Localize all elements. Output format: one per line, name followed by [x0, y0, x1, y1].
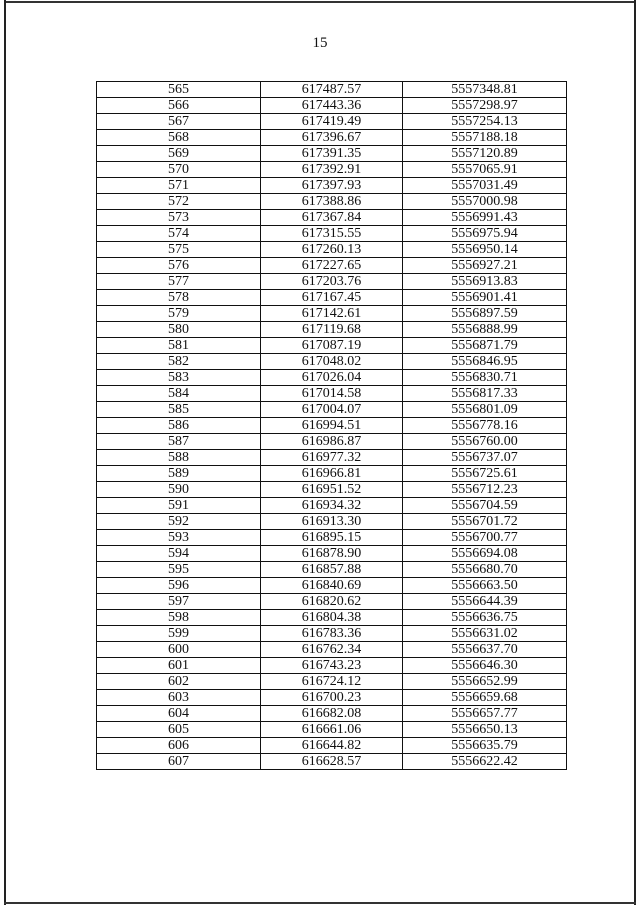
table-row — [97, 690, 567, 706]
table-row — [97, 210, 567, 226]
point-number-cell: 579 — [97, 306, 261, 322]
x-coordinate-cell: 616857.88 — [261, 562, 403, 578]
x-coordinate-cell: 616762.34 — [261, 642, 403, 658]
point-number-cell: 606 — [97, 738, 261, 754]
point-number-cell: 580 — [97, 322, 261, 338]
table-row — [97, 626, 567, 642]
y-coordinate-cell: 5556760.00 — [403, 434, 567, 450]
x-coordinate-cell: 617026.04 — [261, 370, 403, 386]
x-coordinate-cell: 616895.15 — [261, 530, 403, 546]
x-coordinate-cell: 617397.93 — [261, 178, 403, 194]
x-coordinate-cell: 617004.07 — [261, 402, 403, 418]
x-coordinate-cell: 617487.57 — [261, 82, 403, 98]
scan-edge-top — [4, 1, 636, 3]
table-row — [97, 514, 567, 530]
table-row — [97, 674, 567, 690]
table-row — [97, 274, 567, 290]
x-coordinate-cell: 616913.30 — [261, 514, 403, 530]
y-coordinate-cell: 5556644.39 — [403, 594, 567, 610]
point-number-cell: 581 — [97, 338, 261, 354]
y-coordinate-cell: 5556817.33 — [403, 386, 567, 402]
scan-edge-bottom — [4, 902, 636, 904]
x-coordinate-cell: 616804.38 — [261, 610, 403, 626]
point-number-cell: 585 — [97, 402, 261, 418]
table-row — [97, 98, 567, 114]
table-row — [97, 82, 567, 98]
y-coordinate-cell: 5556652.99 — [403, 674, 567, 690]
point-number-cell: 593 — [97, 530, 261, 546]
table-row — [97, 130, 567, 146]
point-number-cell: 598 — [97, 610, 261, 626]
point-number-cell: 582 — [97, 354, 261, 370]
point-number-cell: 568 — [97, 130, 261, 146]
table-row — [97, 466, 567, 482]
y-coordinate-cell: 5556635.79 — [403, 738, 567, 754]
y-coordinate-cell: 5556950.14 — [403, 242, 567, 258]
table-row — [97, 386, 567, 402]
y-coordinate-cell: 5557120.89 — [403, 146, 567, 162]
y-coordinate-cell: 5556712.23 — [403, 482, 567, 498]
x-coordinate-cell: 617203.76 — [261, 274, 403, 290]
y-coordinate-cell: 5557188.18 — [403, 130, 567, 146]
y-coordinate-cell: 5556737.07 — [403, 450, 567, 466]
table-row — [97, 722, 567, 738]
point-number-cell: 589 — [97, 466, 261, 482]
y-coordinate-cell: 5556830.71 — [403, 370, 567, 386]
x-coordinate-cell: 617315.55 — [261, 226, 403, 242]
x-coordinate-cell: 617087.19 — [261, 338, 403, 354]
y-coordinate-cell: 5556680.70 — [403, 562, 567, 578]
point-number-cell: 569 — [97, 146, 261, 162]
x-coordinate-cell: 617367.84 — [261, 210, 403, 226]
point-number-cell: 592 — [97, 514, 261, 530]
x-coordinate-cell: 616934.32 — [261, 498, 403, 514]
point-number-cell: 566 — [97, 98, 261, 114]
point-number-cell: 571 — [97, 178, 261, 194]
page-number: 15 — [312, 35, 328, 51]
table-row — [97, 114, 567, 130]
x-coordinate-cell: 616951.52 — [261, 482, 403, 498]
x-coordinate-cell: 617014.58 — [261, 386, 403, 402]
y-coordinate-cell: 5556725.61 — [403, 466, 567, 482]
point-number-cell: 567 — [97, 114, 261, 130]
y-coordinate-cell: 5556991.43 — [403, 210, 567, 226]
table-row — [97, 194, 567, 210]
y-coordinate-cell: 5556694.08 — [403, 546, 567, 562]
table-row — [97, 594, 567, 610]
table-row — [97, 498, 567, 514]
point-number-cell: 601 — [97, 658, 261, 674]
table-row — [97, 450, 567, 466]
y-coordinate-cell: 5556901.41 — [403, 290, 567, 306]
table-row — [97, 354, 567, 370]
table-row — [97, 338, 567, 354]
point-number-cell: 600 — [97, 642, 261, 658]
point-number-cell: 599 — [97, 626, 261, 642]
table-row — [97, 306, 567, 322]
table-row — [97, 402, 567, 418]
x-coordinate-cell: 616700.23 — [261, 690, 403, 706]
point-number-cell: 588 — [97, 450, 261, 466]
point-number-cell: 603 — [97, 690, 261, 706]
x-coordinate-cell: 617443.36 — [261, 98, 403, 114]
x-coordinate-cell: 616783.36 — [261, 626, 403, 642]
x-coordinate-cell: 616966.81 — [261, 466, 403, 482]
y-coordinate-cell: 5556636.75 — [403, 610, 567, 626]
y-coordinate-cell: 5557065.91 — [403, 162, 567, 178]
y-coordinate-cell: 5556846.95 — [403, 354, 567, 370]
scan-edge-right — [634, 0, 636, 905]
x-coordinate-cell: 617396.67 — [261, 130, 403, 146]
table-row — [97, 546, 567, 562]
y-coordinate-cell: 5556646.30 — [403, 658, 567, 674]
y-coordinate-cell: 5556701.72 — [403, 514, 567, 530]
point-number-cell: 574 — [97, 226, 261, 242]
y-coordinate-cell: 5557031.49 — [403, 178, 567, 194]
x-coordinate-cell: 617388.86 — [261, 194, 403, 210]
x-coordinate-cell: 616878.90 — [261, 546, 403, 562]
table-row — [97, 530, 567, 546]
y-coordinate-cell: 5557254.13 — [403, 114, 567, 130]
x-coordinate-cell: 617119.68 — [261, 322, 403, 338]
point-number-cell: 565 — [97, 82, 261, 98]
table-row — [97, 610, 567, 626]
x-coordinate-cell: 617392.91 — [261, 162, 403, 178]
y-coordinate-cell: 5556622.42 — [403, 754, 567, 770]
x-coordinate-cell: 616840.69 — [261, 578, 403, 594]
y-coordinate-cell: 5556659.68 — [403, 690, 567, 706]
x-coordinate-cell: 616986.87 — [261, 434, 403, 450]
x-coordinate-cell: 617048.02 — [261, 354, 403, 370]
x-coordinate-cell: 617227.65 — [261, 258, 403, 274]
table-row — [97, 482, 567, 498]
point-number-cell: 590 — [97, 482, 261, 498]
y-coordinate-cell: 5556650.13 — [403, 722, 567, 738]
table-row — [97, 290, 567, 306]
point-number-cell: 570 — [97, 162, 261, 178]
y-coordinate-cell: 5556927.21 — [403, 258, 567, 274]
table-row — [97, 226, 567, 242]
point-number-cell: 573 — [97, 210, 261, 226]
table-row — [97, 578, 567, 594]
table-row — [97, 434, 567, 450]
y-coordinate-cell: 5556778.16 — [403, 418, 567, 434]
table-row — [97, 322, 567, 338]
coordinates-table-body — [97, 82, 567, 770]
table-row — [97, 146, 567, 162]
x-coordinate-cell: 617167.45 — [261, 290, 403, 306]
table-row — [97, 658, 567, 674]
point-number-cell: 583 — [97, 370, 261, 386]
y-coordinate-cell: 5556888.99 — [403, 322, 567, 338]
y-coordinate-cell: 5556657.77 — [403, 706, 567, 722]
table-row — [97, 706, 567, 722]
point-number-cell: 604 — [97, 706, 261, 722]
table-row — [97, 162, 567, 178]
y-coordinate-cell: 5556663.50 — [403, 578, 567, 594]
point-number-cell: 607 — [97, 754, 261, 770]
point-number-cell: 602 — [97, 674, 261, 690]
coordinates-table — [96, 81, 567, 770]
point-number-cell: 572 — [97, 194, 261, 210]
table-row — [97, 418, 567, 434]
x-coordinate-cell: 617419.49 — [261, 114, 403, 130]
point-number-cell: 597 — [97, 594, 261, 610]
table-row — [97, 258, 567, 274]
table-row — [97, 370, 567, 386]
x-coordinate-cell: 616661.06 — [261, 722, 403, 738]
x-coordinate-cell: 616644.82 — [261, 738, 403, 754]
x-coordinate-cell: 616820.62 — [261, 594, 403, 610]
table-row — [97, 642, 567, 658]
y-coordinate-cell: 5556975.94 — [403, 226, 567, 242]
x-coordinate-cell: 617260.13 — [261, 242, 403, 258]
point-number-cell: 591 — [97, 498, 261, 514]
point-number-cell: 576 — [97, 258, 261, 274]
x-coordinate-cell: 616977.32 — [261, 450, 403, 466]
point-number-cell: 595 — [97, 562, 261, 578]
table-row — [97, 178, 567, 194]
point-number-cell: 575 — [97, 242, 261, 258]
table-row — [97, 242, 567, 258]
x-coordinate-cell: 617142.61 — [261, 306, 403, 322]
point-number-cell: 577 — [97, 274, 261, 290]
y-coordinate-cell: 5556704.59 — [403, 498, 567, 514]
x-coordinate-cell: 617391.35 — [261, 146, 403, 162]
table-row — [97, 562, 567, 578]
y-coordinate-cell: 5557000.98 — [403, 194, 567, 210]
x-coordinate-cell: 616682.08 — [261, 706, 403, 722]
x-coordinate-cell: 616743.23 — [261, 658, 403, 674]
point-number-cell: 594 — [97, 546, 261, 562]
y-coordinate-cell: 5556897.59 — [403, 306, 567, 322]
point-number-cell: 587 — [97, 434, 261, 450]
point-number-cell: 578 — [97, 290, 261, 306]
point-number-cell: 596 — [97, 578, 261, 594]
y-coordinate-cell: 5556871.79 — [403, 338, 567, 354]
y-coordinate-cell: 5556801.09 — [403, 402, 567, 418]
y-coordinate-cell: 5556631.02 — [403, 626, 567, 642]
point-number-cell: 605 — [97, 722, 261, 738]
x-coordinate-cell: 616994.51 — [261, 418, 403, 434]
scan-edge-left — [4, 0, 6, 905]
x-coordinate-cell: 616724.12 — [261, 674, 403, 690]
y-coordinate-cell: 5556700.77 — [403, 530, 567, 546]
point-number-cell: 584 — [97, 386, 261, 402]
y-coordinate-cell: 5556913.83 — [403, 274, 567, 290]
y-coordinate-cell: 5557298.97 — [403, 98, 567, 114]
y-coordinate-cell: 5556637.70 — [403, 642, 567, 658]
table-row — [97, 754, 567, 770]
point-number-cell: 586 — [97, 418, 261, 434]
y-coordinate-cell: 5557348.81 — [403, 82, 567, 98]
x-coordinate-cell: 616628.57 — [261, 754, 403, 770]
table-row — [97, 738, 567, 754]
